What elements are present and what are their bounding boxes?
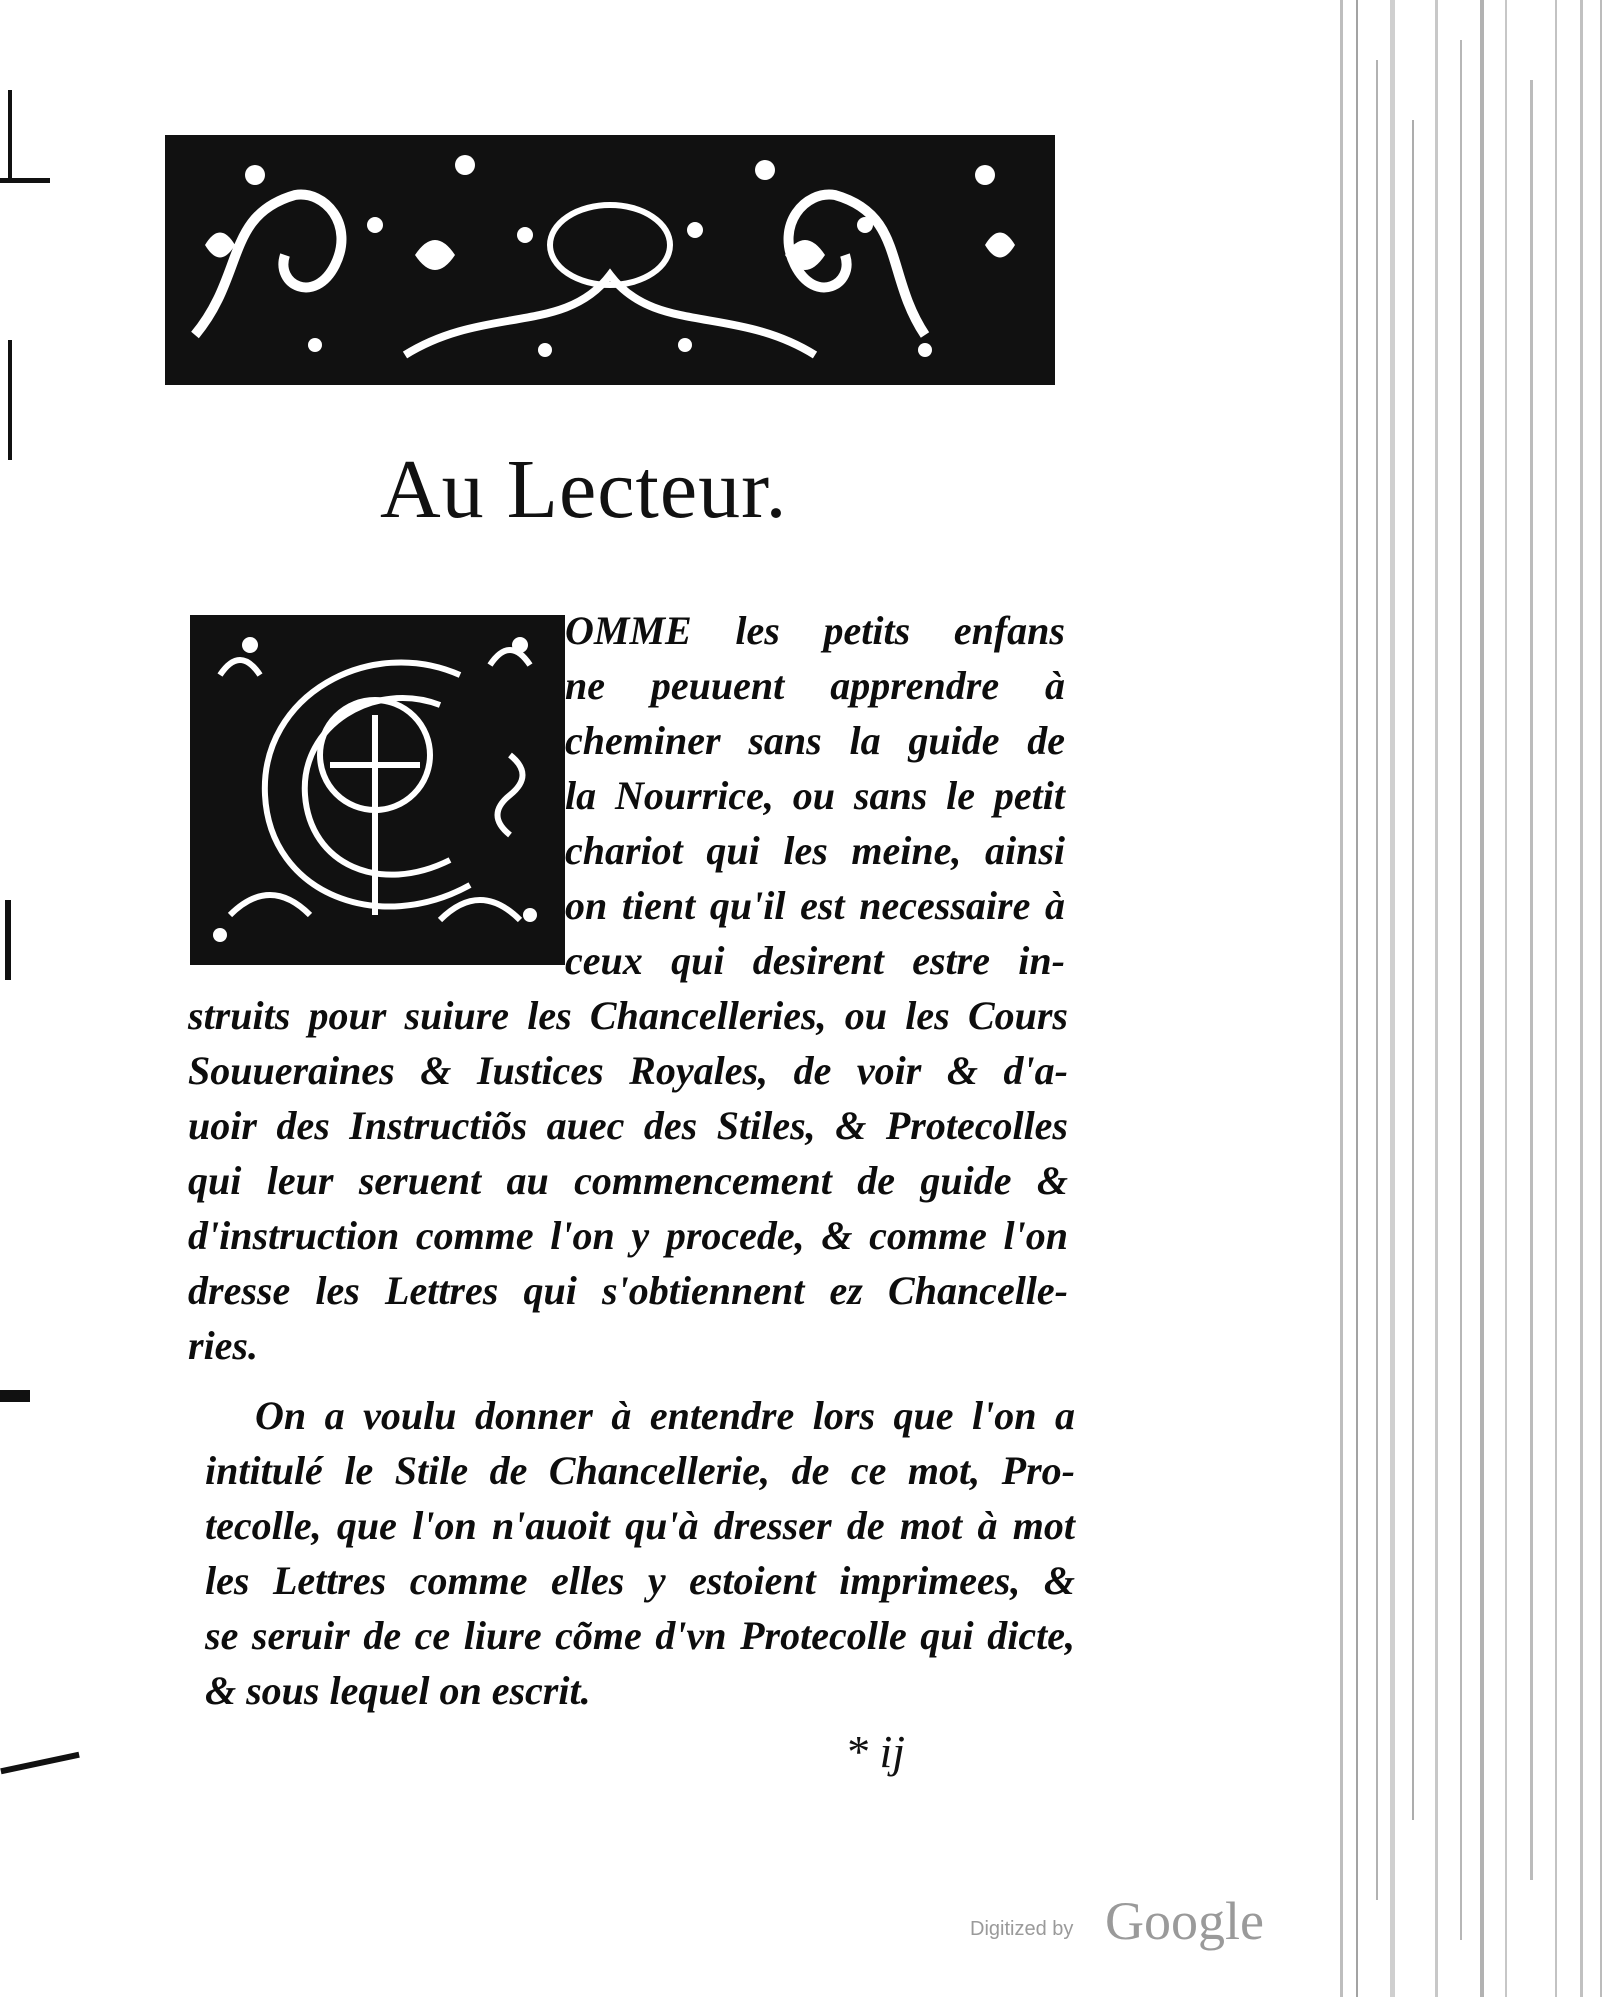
text-line: ne peuuent apprendre à [565,663,1065,708]
text-line: tecolle, que l'on n'auoit qu'à dresser de mot à mot [205,1503,1075,1548]
text-line: ries. [188,1323,258,1368]
text-line: uoir des Instructiõs auec des Stiles, & Protecolles [188,1103,1068,1148]
paragraph-1-continuation [188,988,1068,1373]
text-line: chariot qui les meine, ainsi [565,828,1065,873]
decorative-headpiece-ornament [165,135,1055,385]
text-line: ceux qui desirent estre in- [565,938,1065,983]
text-line: & sous lequel on escrit. [205,1668,591,1713]
text-line: OMME les petits enfans [565,608,1065,653]
decorated-initial-letter [190,615,565,965]
text-line: On a voulu donner à entendre lors que l'on a [255,1393,1075,1438]
right-page-edge [1330,0,1616,1997]
paragraph-2 [205,1388,1075,1718]
text-line: Souueraines & Iustices Royales, de voir & d'a- [188,1048,1068,1093]
text-line: les Lettres comme elles y estoient imprimees, & [205,1558,1075,1603]
signature-mark: * ij [845,1726,906,1777]
text-line: qui leur seruent au commencement de guide & [188,1158,1068,1203]
page-title: Au Lecteur. [380,443,788,536]
digitized-by-label: Digitized by [970,1918,1074,1940]
digitized-by-watermark [970,1890,1300,1950]
paragraph-1-lead-lines [565,603,1065,988]
google-logo-text: Google [1105,1891,1264,1951]
text-line: struits pour suiure les Chancelleries, ou les Cours [188,993,1068,1038]
text-line: dresse les Lettres qui s'obtiennent ez Chancelle- [188,1268,1068,1313]
text-line: la Nourrice, ou sans le petit [565,773,1065,818]
left-binding-edge [0,0,30,1997]
text-line: cheminer sans la guide de [565,718,1065,763]
text-line: on tient qu'il est necessaire à [565,883,1065,928]
text-line: se seruir de ce liure cõme d'vn Protecolle qui dicte, [205,1613,1075,1658]
text-line: intitulé le Stile de Chancellerie, de ce mot, Pro- [205,1448,1075,1493]
text-line: d'instruction comme l'on y procede, & comme l'on [188,1213,1068,1258]
